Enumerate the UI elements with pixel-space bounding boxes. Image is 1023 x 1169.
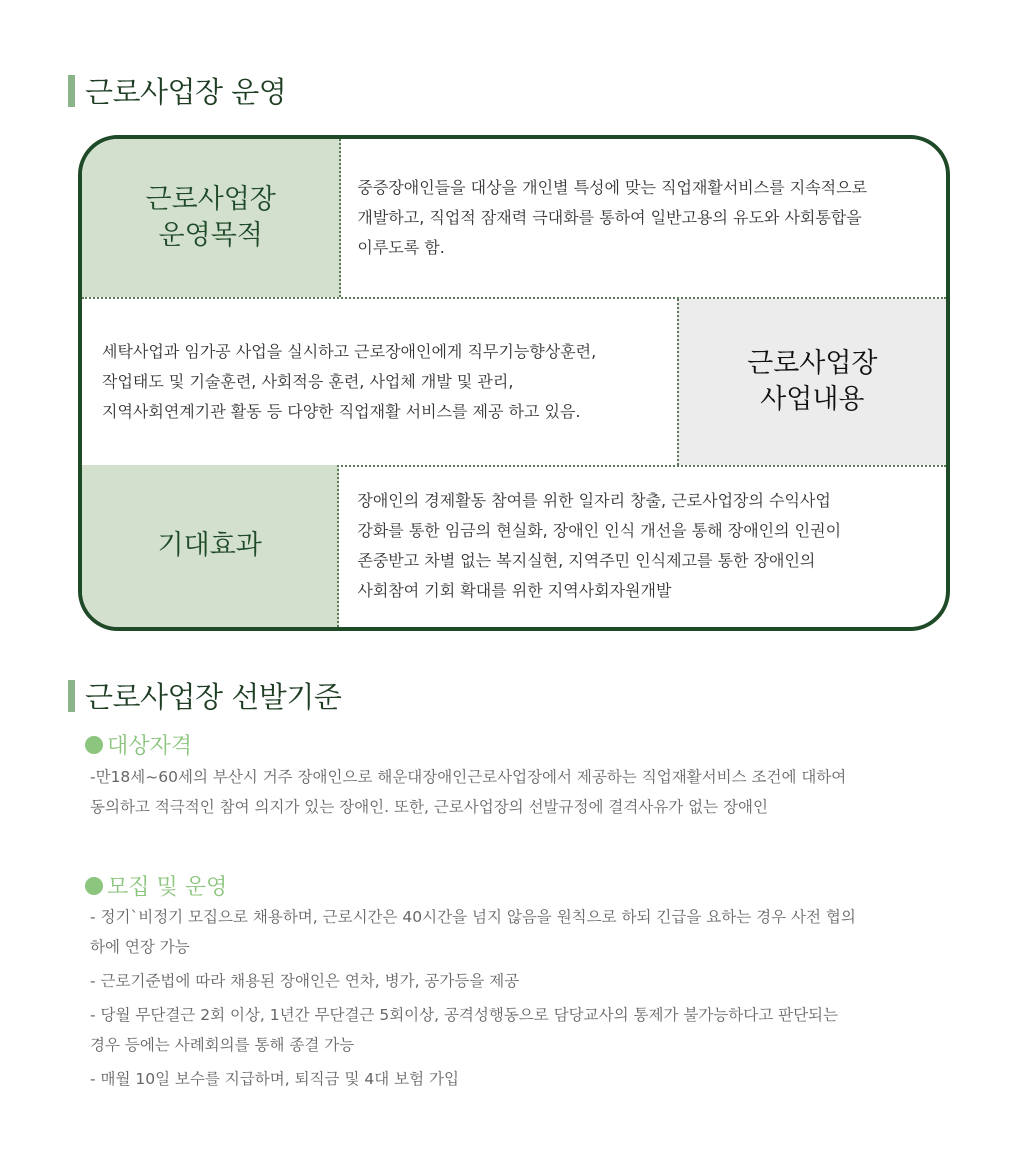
recruitment-heading xyxy=(85,870,227,901)
title-bar xyxy=(68,680,75,712)
purpose-header-text: 근로사업장 운영목적 xyxy=(145,184,276,251)
business-header xyxy=(677,299,946,465)
list-item: - 근로기준법에 따라 채용된 장애인은 연차, 병가, 공가등을 제공 xyxy=(90,972,520,990)
section-title-text: 근로사업장 선발기준 xyxy=(85,680,342,714)
table-row-effect xyxy=(82,465,946,627)
recruitment-list xyxy=(90,902,990,1098)
eligibility-text: -만18세~60세의 부산시 거주 장애인으로 해운대장애인근로사업장에서 제공하는 직업재활서비스 조건에 대하여 동의하고 적극적인 참여 의지가 있는 장애인. 또한, 근로사업장의 선발규정에 결격사유가 없는 장애인 xyxy=(90,768,847,816)
bullet-dot-icon xyxy=(85,736,103,754)
title-bar xyxy=(68,75,75,107)
bullet-dot-icon xyxy=(85,877,103,895)
section-title-criteria xyxy=(68,675,341,716)
eligibility-heading xyxy=(85,729,192,760)
effect-text: 장애인의 경제활동 참여를 위한 일자리 창출, 근로사업장의 수익사업 강화를 통한 임금의 현실화, 장애인 인식 개선을 통해 장애인의 인권이 존중받고 차별 없는 복지실현, 지역주민 인식제고를 통한 장애인의 사회참여 기회 확대를 위한 지역사회자원개발 xyxy=(357,491,842,600)
section-title-text: 근로사업장 운영 xyxy=(85,75,287,109)
purpose-text: 중증장애인들을 대상을 개인별 특성에 맞는 직업재활서비스를 지속적으로 개발하고, 직업적 잠재력 극대화를 통하여 일반고용의 유도와 사회통합을 이루도록 함. xyxy=(357,178,868,257)
list-item: - 매월 10일 보수를 지급하며, 퇴직금 및 4대 보험 가입 xyxy=(90,1070,459,1088)
effect-header-text: 기대효과 xyxy=(157,530,262,561)
business-header-text: 근로사업장 사업내용 xyxy=(747,348,878,415)
table-row-purpose xyxy=(82,139,946,297)
effect-text-cell xyxy=(339,465,946,627)
purpose-text-cell xyxy=(341,139,946,297)
section-title-operation xyxy=(68,70,286,111)
list-item: - 정기`비정기 모집으로 채용하며, 근로시간은 40시간을 넘지 않음을 원칙으로 하되 긴급을 요하는 경우 사전 협의 하에 연장 가능 xyxy=(90,908,856,956)
eligibility-heading-text: 대상자격 xyxy=(107,734,193,759)
effect-header xyxy=(82,465,339,627)
purpose-header xyxy=(82,139,341,297)
business-text: 세탁사업과 임가공 사업을 실시하고 근로장애인에게 직무기능향상훈련, 작업태도 및 기술훈련, 사회적응 훈련, 사업체 개발 및 관리, 지역사회연계기관 활동 등 다양한 직업재활 서비스를 제공 하고 있음. xyxy=(102,342,597,421)
business-text-cell xyxy=(82,299,677,465)
list-item: - 당월 무단결근 2회 이상, 1년간 무단결근 5회이상, 공격성행동으로 담당교사의 통제가 불가능하다고 판단되는 경우 등에는 사례회의를 통해 종결 가능 xyxy=(90,1006,838,1054)
operation-table xyxy=(78,135,950,631)
recruitment-heading-text: 모집 및 운영 xyxy=(107,875,228,900)
table-row-business xyxy=(82,297,946,467)
